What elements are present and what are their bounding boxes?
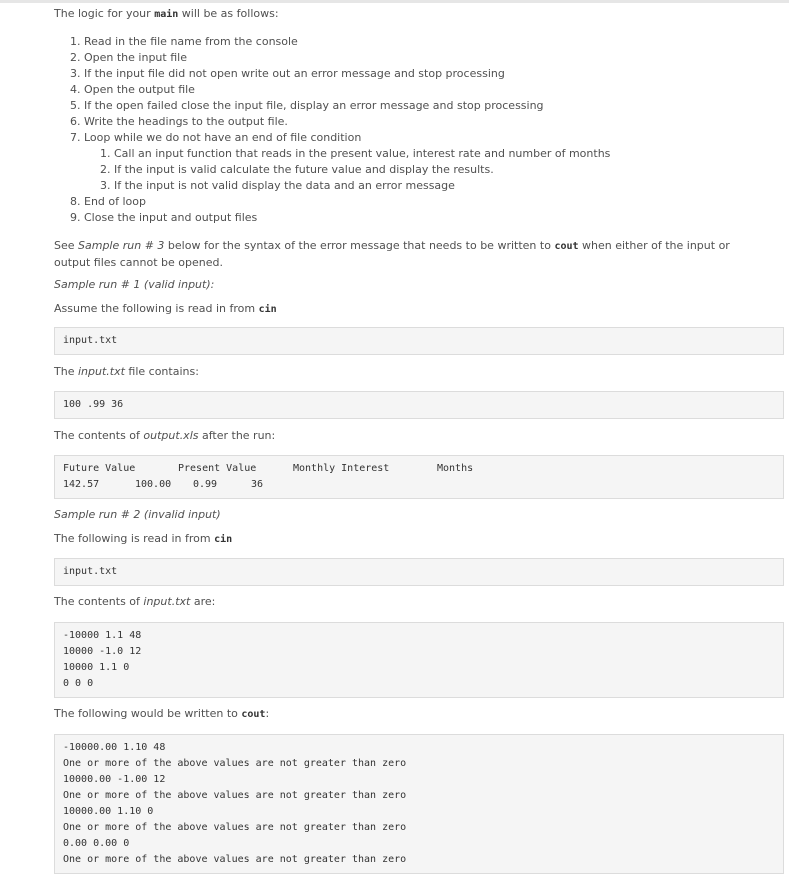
- header-present-value: Present Value: [178, 463, 257, 474]
- step-6: 6. Write the headings to the output file.: [70, 115, 288, 128]
- sample-run-1-output-block: [54, 455, 784, 499]
- step-3: 3. If the input file did not open write out an error message and stop processing: [70, 67, 505, 80]
- step-9: 9. Close the input and output files: [70, 211, 258, 224]
- step-1: 1. Read in the file name from the console: [70, 35, 298, 48]
- main-code: main: [154, 9, 179, 20]
- output-header-row: [63, 461, 775, 477]
- sample-run-1-file-text: The input.txt file contains:: [54, 365, 199, 378]
- sample-run-1-file-block: 100 .99 36: [54, 391, 784, 419]
- cell-monthly-interest: 0.99: [193, 479, 218, 490]
- substep-2: 2. If the input is valid calculate the future value and display the results.: [100, 163, 494, 176]
- step-8: 8. End of loop: [70, 195, 146, 208]
- cell-months: 36: [251, 479, 264, 490]
- step-4: 4. Open the output file: [70, 83, 195, 96]
- step-5: 5. If the open failed close the input file, display an error message and stop processing: [70, 99, 544, 112]
- sample-run-2-cin-block: input.txt: [54, 558, 784, 586]
- step-2: 2. Open the input file: [70, 51, 187, 64]
- sample-run-2-cout-text: The following would be written to cout:: [54, 707, 270, 720]
- error-syntax-note: See Sample run # 3 below for the syntax of the error message that needs to be written to cout when either of the input or output files cannot be opened.: [54, 239, 730, 269]
- sample-run-2-file-block: -10000 1.1 48 10000 -1.0 12 10000 1.1 0 0 0 0: [54, 622, 784, 698]
- header-months: Months: [437, 463, 474, 474]
- sample-run-2-file-text: The contents of input.txt are:: [54, 595, 216, 608]
- sample-run-2-cout-block: -10000.00 1.10 48 One or more of the above values are not greater than zero 10000.00 -1.00 12 One or more of the above values are not greater than zero 10000.00 1.10 0 One or more of the above values are not greater than zero 0.00 0.00 0 One or more of the above values are not greater than zero: [54, 734, 784, 874]
- intro-text: The logic for your main will be as follows:: [54, 7, 279, 20]
- header-future-value: Future Value: [63, 463, 136, 474]
- sample-run-2-cin-text: The following is read in from cin: [54, 532, 233, 545]
- step-7: 7. Loop while we do not have an end of file condition: [70, 131, 362, 144]
- sample-run-1-title: Sample run # 1 (valid input):: [54, 278, 215, 291]
- output-data-row: [63, 477, 775, 493]
- cell-present-value: 100.00: [135, 479, 172, 490]
- header-monthly-interest: Monthly Interest: [293, 463, 390, 474]
- sample-run-1-cin-text: Assume the following is read in from cin: [54, 302, 277, 315]
- cell-future-value: 142.57: [63, 479, 100, 490]
- substep-3: 3. If the input is not valid display the data and an error message: [100, 179, 455, 192]
- substep-1: 1. Call an input function that reads in the present value, interest rate and number of months: [100, 147, 611, 160]
- top-divider: [0, 0, 789, 3]
- sample-run-2-title: Sample run # 2 (invalid input): [54, 508, 221, 521]
- sample-run-1-cin-block: input.txt: [54, 327, 784, 355]
- sample-run-1-output-text: The contents of output.xls after the run:: [54, 429, 276, 442]
- logic-steps-list: [70, 34, 610, 226]
